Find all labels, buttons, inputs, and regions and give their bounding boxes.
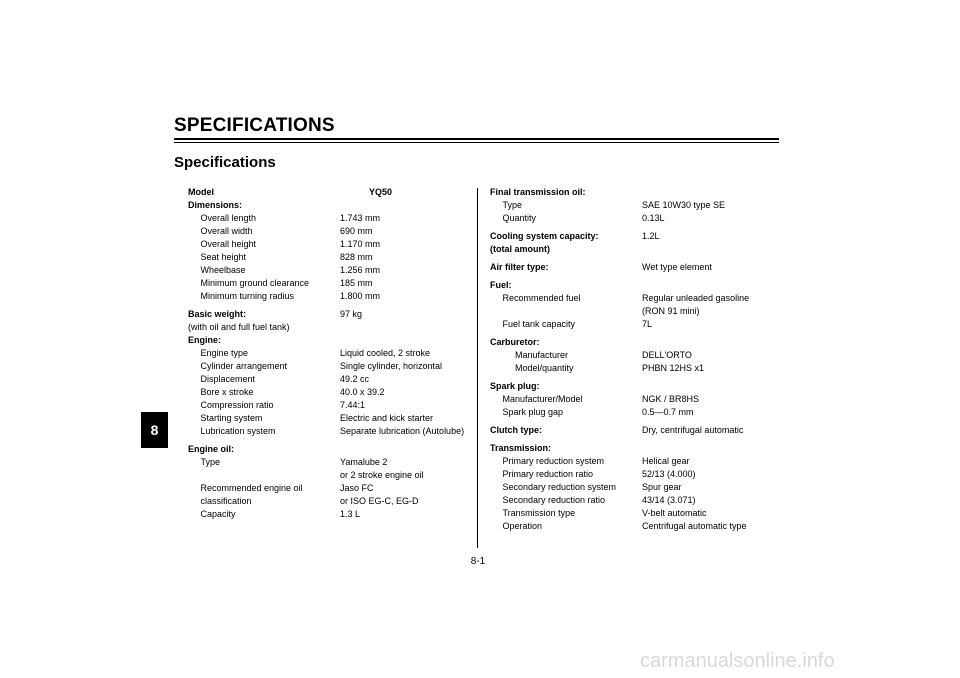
spec-label: Engine: xyxy=(188,335,221,345)
spec-label: Carburetor: xyxy=(490,337,540,347)
spec-label: Primary reduction system xyxy=(502,456,605,466)
spec-row xyxy=(490,468,775,481)
spec-row xyxy=(490,455,775,468)
spec-row xyxy=(490,230,775,243)
spec-value: 7L xyxy=(642,319,653,329)
spec-value: 1.3 L xyxy=(340,509,361,519)
spec-label: Cylinder arrangement xyxy=(200,361,288,371)
spec-row xyxy=(188,412,473,425)
spec-row xyxy=(188,334,473,347)
spec-row xyxy=(188,373,473,386)
spec-label: Manufacturer xyxy=(515,350,569,360)
spec-label: Starting system xyxy=(200,413,263,423)
spec-row xyxy=(490,507,775,520)
spec-value: Separate lubrication (Autolube) xyxy=(340,426,465,436)
spec-value: 828 mm xyxy=(340,252,373,262)
spec-label: Recommended fuel xyxy=(502,293,581,303)
spec-value: or 2 stroke engine oil xyxy=(340,470,424,480)
spec-row xyxy=(490,186,775,199)
page-title: SPECIFICATIONS xyxy=(174,115,335,136)
spec-label: Operation xyxy=(502,521,543,531)
spec-value: 7.44:1 xyxy=(340,400,366,410)
spec-value: 0.13L xyxy=(642,213,665,223)
spec-value: Yamalube 2 xyxy=(340,457,388,467)
spec-value: PHBN 12HS x1 xyxy=(642,363,705,373)
spec-label: Engine type xyxy=(200,348,249,358)
spec-value: 185 mm xyxy=(340,278,373,288)
spec-row xyxy=(188,225,473,238)
spec-label: Bore x stroke xyxy=(200,387,254,397)
spec-label: Type xyxy=(200,457,221,467)
spec-value: Jaso FC xyxy=(340,483,374,493)
spec-row xyxy=(188,212,473,225)
spec-label: Secondary reduction ratio xyxy=(502,495,606,505)
spec-row xyxy=(188,308,473,321)
spec-row xyxy=(188,238,473,251)
spec-value: (RON 91 mini) xyxy=(642,306,700,316)
spec-label: Air filter type: xyxy=(490,262,549,272)
spec-row xyxy=(490,261,775,274)
spec-value: 43/14 (3.071) xyxy=(642,495,696,505)
left-spec-column xyxy=(188,186,473,521)
spec-row xyxy=(188,347,473,360)
spec-label: Type xyxy=(502,200,523,210)
spec-label: Basic weight: xyxy=(188,309,247,319)
spec-value: or ISO EG-C, EG-D xyxy=(340,496,419,506)
spec-row xyxy=(490,406,775,419)
spec-label: (total amount) xyxy=(490,244,550,254)
right-spec-column xyxy=(490,186,775,533)
spec-row xyxy=(490,380,775,393)
spec-value: Liquid cooled, 2 stroke xyxy=(340,348,431,358)
spec-row xyxy=(188,495,473,508)
spec-value: 49.2 cc xyxy=(340,374,370,384)
spec-label: Primary reduction ratio xyxy=(502,469,594,479)
spec-label: Overall width xyxy=(200,226,253,236)
spec-row xyxy=(490,199,775,212)
spec-label: Final transmission oil: xyxy=(490,187,586,197)
spec-label: Quantity xyxy=(502,213,537,223)
spec-row xyxy=(188,264,473,277)
spec-label: Overall length xyxy=(200,213,257,223)
spec-row xyxy=(188,290,473,303)
spec-value: 40.0 x 39.2 xyxy=(340,387,385,397)
spec-value: Single cylinder, horizontal xyxy=(340,361,443,371)
watermark: carmanualsonline.info xyxy=(640,650,835,672)
spec-row xyxy=(188,425,473,438)
spec-label: Overall height xyxy=(200,239,257,249)
spec-row xyxy=(490,442,775,455)
spec-row xyxy=(490,243,775,256)
spec-label: Displacement xyxy=(200,374,256,384)
spec-row xyxy=(490,292,775,305)
spec-row xyxy=(188,360,473,373)
spec-label: Capacity xyxy=(200,509,236,519)
spec-row xyxy=(188,508,473,521)
spec-row xyxy=(490,520,775,533)
spec-label: Manufacturer/Model xyxy=(502,394,583,404)
spec-label: Wheelbase xyxy=(200,265,246,275)
spec-value: 1.2L xyxy=(642,231,660,241)
column-divider xyxy=(477,188,478,548)
spec-label: Recommended engine oil xyxy=(200,483,303,493)
spec-row xyxy=(490,362,775,375)
spec-row xyxy=(188,386,473,399)
spec-label: Fuel tank capacity xyxy=(502,319,576,329)
spec-value: 1.256 mm xyxy=(340,265,381,275)
spec-label: Model xyxy=(188,187,214,197)
spec-value: 0.5—0.7 mm xyxy=(642,407,694,417)
spec-label: Compression ratio xyxy=(200,400,274,410)
spec-row xyxy=(490,393,775,406)
spec-label: Fuel: xyxy=(490,280,512,290)
spec-value: Helical gear xyxy=(642,456,690,466)
spec-value: 52/13 (4.000) xyxy=(642,469,696,479)
page-number: 8-1 xyxy=(470,556,486,567)
spec-label: Dimensions: xyxy=(188,200,243,210)
spec-row xyxy=(188,443,473,456)
spec-row xyxy=(188,482,473,495)
spec-row xyxy=(188,186,473,199)
spec-value: NGK / BR8HS xyxy=(642,394,700,404)
spec-label: Transmission: xyxy=(490,443,552,453)
spec-row xyxy=(490,349,775,362)
spec-label: Spark plug gap xyxy=(502,407,564,417)
chapter-tab: 8 xyxy=(141,412,168,448)
spec-row xyxy=(188,199,473,212)
spec-row xyxy=(188,277,473,290)
spec-value: Centrifugal automatic type xyxy=(642,521,747,531)
spec-value: Dry, centrifugal automatic xyxy=(642,425,744,435)
spec-value: 690 mm xyxy=(340,226,373,236)
spec-value: YQ50 xyxy=(369,187,393,197)
spec-value: 97 kg xyxy=(340,309,363,319)
spec-value: V-belt automatic xyxy=(642,508,707,518)
spec-row xyxy=(490,318,775,331)
spec-value: Spur gear xyxy=(642,482,682,492)
spec-label: (with oil and full fuel tank) xyxy=(188,322,290,332)
spec-value: Regular unleaded gasoline xyxy=(642,293,750,303)
title-rule xyxy=(174,138,779,140)
spec-value: 1.800 mm xyxy=(340,291,381,301)
spec-label: Transmission type xyxy=(502,508,576,518)
spec-label: Model/quantity xyxy=(515,363,574,373)
spec-row xyxy=(490,481,775,494)
spec-row xyxy=(490,494,775,507)
spec-label: classification xyxy=(200,496,252,506)
spec-label: Cooling system capacity: xyxy=(490,231,599,241)
spec-row xyxy=(490,279,775,292)
spec-row xyxy=(490,212,775,225)
spec-label: Minimum turning radius xyxy=(200,291,295,301)
spec-label: Clutch type: xyxy=(490,425,543,435)
spec-row xyxy=(188,399,473,412)
spec-label: Seat height xyxy=(200,252,247,262)
spec-label: Secondary reduction system xyxy=(502,482,617,492)
spec-value: Electric and kick starter xyxy=(340,413,434,423)
spec-value: DELL'ORTO xyxy=(642,350,692,360)
spec-value: SAE 10W30 type SE xyxy=(642,200,726,210)
spec-value: 1.170 mm xyxy=(340,239,381,249)
spec-label: Lubrication system xyxy=(200,426,276,436)
spec-row xyxy=(188,321,473,334)
spec-row xyxy=(490,424,775,437)
title-rule-thin xyxy=(174,142,779,143)
spec-value: 1.743 mm xyxy=(340,213,381,223)
spec-row xyxy=(490,305,775,318)
spec-label: Engine oil: xyxy=(188,444,234,454)
spec-value: Wet type element xyxy=(642,262,712,272)
spec-row xyxy=(188,456,473,469)
spec-row xyxy=(490,336,775,349)
spec-row xyxy=(188,469,473,482)
spec-label: Spark plug: xyxy=(490,381,540,391)
section-title: Specifications xyxy=(174,154,276,171)
spec-row xyxy=(188,251,473,264)
spec-label: Minimum ground clearance xyxy=(200,278,310,288)
